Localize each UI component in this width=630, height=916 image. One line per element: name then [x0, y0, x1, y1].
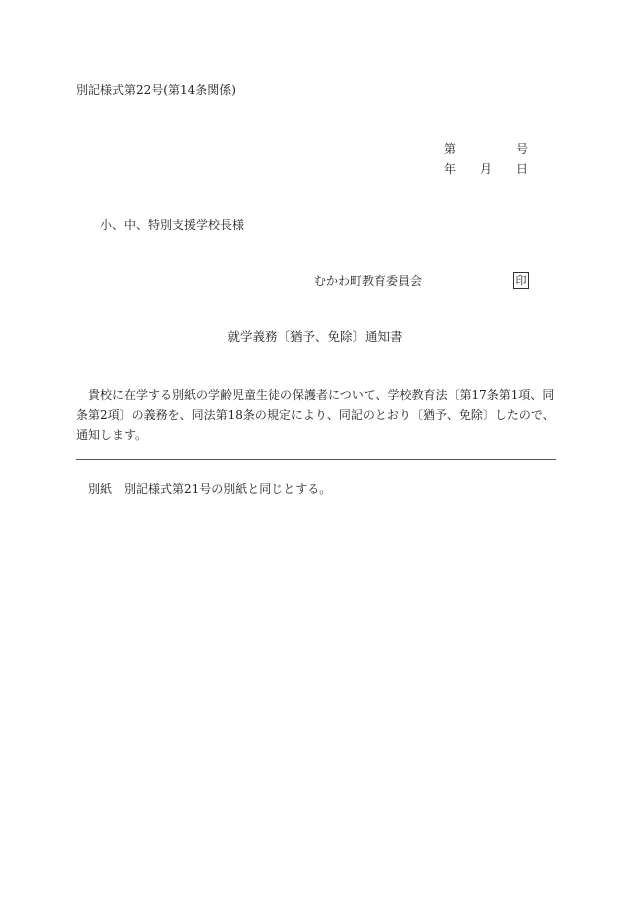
seal-stamp: 印	[513, 272, 529, 289]
attachment-label: 別紙	[88, 482, 113, 496]
body-paragraph: 貴校に在学する別紙の学齢児童生徒の保護者について、学校教育法〔第17条第1項、同条第2項〕の義務を、同法第18条の規定により、同記のとおり〔猶予、免除〕したので、通知します。	[76, 388, 555, 442]
month-label: 月	[480, 162, 493, 176]
date-row	[444, 163, 534, 183]
number-row	[444, 143, 534, 163]
divider	[76, 459, 556, 460]
attachment-text: 別記様式第21号の別紙と同じとする。	[124, 482, 332, 496]
number-suffix: 号	[516, 142, 529, 156]
recipient: 小、中、特別支援学校長様	[100, 218, 245, 232]
document-title: 就学義務〔猶予、免除〕通知書	[227, 329, 403, 344]
year-label: 年	[444, 162, 457, 176]
number-prefix: 第	[444, 142, 457, 156]
day-label: 日	[516, 162, 529, 176]
sender-name: むかわ町教育委員会	[314, 274, 423, 288]
attachment-note	[88, 483, 331, 495]
number-date-block	[444, 143, 534, 183]
form-label: 別記様式第22号(第14条関係)	[76, 83, 236, 97]
